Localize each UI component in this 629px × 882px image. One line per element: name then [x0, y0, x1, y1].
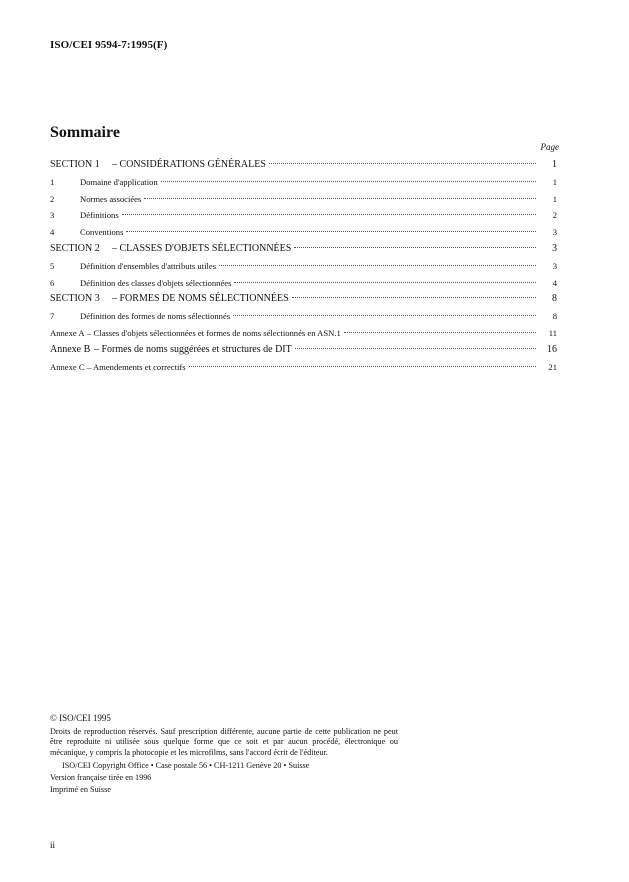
toc-entry-4[interactable] [50, 224, 557, 241]
toc-entry-annex-b[interactable] [50, 342, 557, 359]
toc-entry-text: – Formes de noms suggérées et structures de DIT [94, 343, 292, 355]
toc-entry-text: Normes associées [80, 193, 142, 204]
toc-entry-1[interactable] [50, 174, 557, 191]
toc-entry-page: 3 [552, 260, 557, 271]
toc-entry-page: 3 [552, 242, 557, 254]
toc-entry-7[interactable] [50, 308, 557, 325]
toc-entry-6[interactable] [50, 275, 557, 292]
dot-leader [344, 331, 536, 333]
toc-entry-page: 2 [552, 210, 557, 221]
toc-entry-text: – CLASSES D'OBJETS SÉLECTIONNÉES [112, 242, 292, 254]
toc-entry-number: SECTION 3 [50, 293, 100, 305]
toc-entry-text: Définition des classes d'objets sélectionnées [80, 277, 232, 288]
toc-entry-number: 2 [50, 193, 55, 204]
toc-entry-page: 3 [552, 227, 557, 238]
copyright-body: Droits de reproduction réservés. Sauf prescription différente, aucune partie de cette publication ne peut être reproduite ni utilisée sous quelque forme que ce soit et par aucun procédé, électronique ou mécanique, y compris la photocopie et les microfilms, sans l'accord écrit de l'éditeur. [50, 727, 398, 757]
toc-entry-annex-a[interactable] [50, 325, 557, 342]
dot-leader [269, 162, 536, 164]
toc-entry-page: 1 [552, 176, 557, 187]
document-identifier: ISO/CEI 9594-7:1995(F) [50, 39, 168, 51]
toc-entry-text: – CONSIDÉRATIONS GÉNÉRALES [112, 159, 266, 170]
dot-leader [122, 213, 536, 215]
toc-entry-number: Annexe C [50, 361, 85, 372]
toc-entry-text: Conventions [80, 227, 124, 238]
toc-entry-annex-c[interactable] [50, 359, 557, 376]
toc-entry-number: 7 [50, 311, 55, 322]
toc-entry-page: 8 [552, 293, 557, 305]
toc-entry-number: SECTION 1 [50, 159, 100, 170]
toc-entry-page: 16 [547, 343, 557, 355]
dot-leader [234, 281, 536, 283]
toc-entry-page: 21 [548, 361, 557, 372]
toc-entry-5[interactable] [50, 258, 557, 275]
dot-leader [161, 180, 536, 182]
dot-leader [189, 365, 536, 367]
toc-entry-number: 5 [50, 260, 55, 271]
toc-entry-text: Définitions [80, 210, 119, 221]
dot-leader [233, 314, 536, 316]
version-note: Version française tirée en 1996 [50, 773, 152, 783]
toc-entry-page: 1 [552, 159, 557, 170]
toc-title: Sommaire [50, 124, 120, 141]
toc-entry-text: – Amendements et correctifs [87, 361, 186, 372]
printed-note: Imprimé en Suisse [50, 785, 111, 795]
toc-entry-page: 8 [552, 311, 557, 322]
toc-entry-3[interactable] [50, 207, 557, 224]
toc-entry-text: – Classes d'objets sélectionnées et formes de noms sélectionnés en ASN.1 [87, 327, 341, 338]
toc-entry-number: Annexe A [50, 327, 85, 338]
copyright-notice [50, 713, 398, 795]
page-number: ii [50, 840, 56, 850]
dot-leader [219, 264, 536, 266]
dot-leader [294, 246, 536, 248]
toc-entry-number: Annexe B [50, 343, 91, 355]
copyright-heading: © ISO/CEI 1995 [50, 713, 111, 723]
dot-leader [144, 197, 536, 199]
toc-entry-text: Définition des formes de noms sélectionnés [80, 311, 231, 322]
toc-entry-text: Définition d'ensembles d'attributs utiles [80, 260, 217, 271]
toc-entry-2[interactable] [50, 191, 557, 208]
dot-leader [292, 296, 536, 298]
toc-entry-text: – FORMES DE NOMS SÉLECTIONNÉES [112, 293, 289, 305]
toc-entry-number: 3 [50, 210, 55, 221]
toc-entry-section-1[interactable] [50, 157, 557, 174]
toc-entry-number: 6 [50, 277, 55, 288]
toc-entry-page: 1 [552, 193, 557, 204]
toc-entry-number: 1 [50, 176, 55, 187]
toc-entry-number: 4 [50, 227, 55, 238]
dot-leader [295, 347, 536, 349]
toc-entry-page: 4 [552, 277, 557, 288]
dot-leader [126, 230, 536, 232]
page-column-label: Page [540, 142, 559, 152]
copyright-office: ISO/CEI Copyright Office • Case postale 56 • CH-1211 Genève 20 • Suisse [62, 760, 310, 770]
toc-entry-page: 11 [548, 327, 557, 338]
toc-entry-text: Domaine d'application [80, 176, 158, 187]
table-of-contents [50, 157, 557, 375]
toc-entry-section-2[interactable] [50, 241, 557, 258]
toc-entry-number: SECTION 2 [50, 242, 100, 254]
toc-entry-section-3[interactable] [50, 291, 557, 308]
